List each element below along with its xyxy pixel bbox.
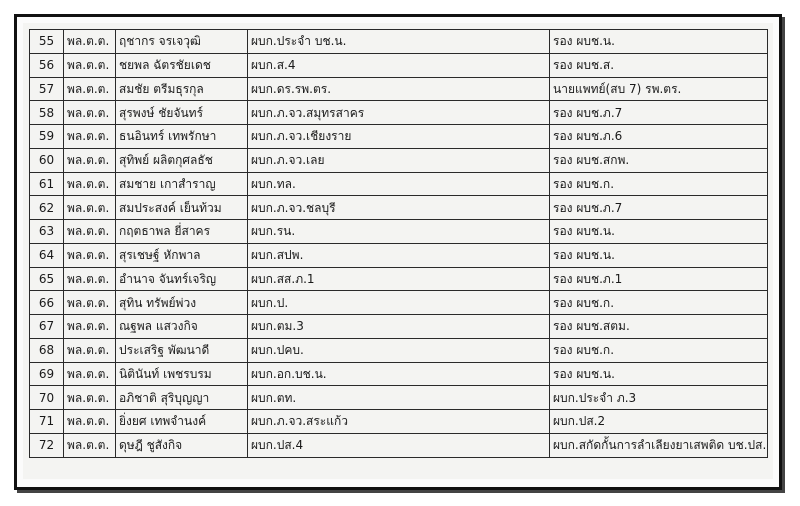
new-position-cell: รอง ผบช.ภ.7 — [550, 101, 768, 125]
current-position-cell: ผบก.ปคบ. — [248, 338, 550, 362]
table-row — [30, 148, 768, 172]
name-cell: สุรเชษฐ์ หักพาล — [116, 243, 248, 267]
rank-cell: พล.ต.ต. — [64, 362, 116, 386]
name-cell: สุทิพย์ ผลิตกุศลธัช — [116, 148, 248, 172]
name-cell: ดุษฎี ชูสังกิจ — [116, 433, 248, 457]
row-number: 66 — [30, 291, 64, 315]
name-cell: สุทิน ทรัพย์พ่วง — [116, 291, 248, 315]
table-row — [30, 267, 768, 291]
current-position-cell: ผบก.ประจำ บช.น. — [248, 30, 550, 54]
new-position-cell: รอง ผบช.น. — [550, 220, 768, 244]
current-position-cell: ผบก.ตม.3 — [248, 315, 550, 339]
current-position-cell: ผบก.ปส.4 — [248, 433, 550, 457]
rank-cell: พล.ต.ต. — [64, 243, 116, 267]
new-position-cell: รอง ผบช.ภ.7 — [550, 196, 768, 220]
name-cell: สมประสงค์ เย็นท้วม — [116, 196, 248, 220]
current-position-cell: ผบก.ดร.รพ.ตร. — [248, 77, 550, 101]
table-row — [30, 338, 768, 362]
current-position-cell: ผบก.อก.บช.น. — [248, 362, 550, 386]
current-position-cell: ผบก.สปพ. — [248, 243, 550, 267]
table-row — [30, 433, 768, 457]
new-position-cell: รอง ผบช.ก. — [550, 172, 768, 196]
table-row — [30, 77, 768, 101]
document-sheet — [23, 23, 773, 479]
row-number: 55 — [30, 30, 64, 54]
table-row — [30, 291, 768, 315]
row-number: 60 — [30, 148, 64, 172]
new-position-cell: ผบก.ประจำ ภ.3 — [550, 386, 768, 410]
name-cell: ธนอินทร์ เทพรักษา — [116, 125, 248, 149]
name-cell: อำนาจ จันทร์เจริญ — [116, 267, 248, 291]
row-number: 59 — [30, 125, 64, 149]
rank-cell: พล.ต.ต. — [64, 101, 116, 125]
table-row — [30, 101, 768, 125]
name-cell: ประเสริฐ พัฒนาดี — [116, 338, 248, 362]
new-position-cell: ผบก.สกัดกั้นการลำเลียงยาเสพติด บช.ปส. — [550, 433, 768, 457]
new-position-cell: ผบก.ปส.2 — [550, 410, 768, 434]
table-row — [30, 243, 768, 267]
name-cell: สมชาย เกาสำราญ — [116, 172, 248, 196]
row-number: 72 — [30, 433, 64, 457]
new-position-cell: รอง ผบช.น. — [550, 243, 768, 267]
appointment-table-body — [30, 30, 768, 458]
document-frame — [14, 14, 782, 490]
name-cell: ฤชากร จรเจวุฒิ — [116, 30, 248, 54]
rank-cell: พล.ต.ต. — [64, 53, 116, 77]
row-number: 68 — [30, 338, 64, 362]
row-number: 65 — [30, 267, 64, 291]
name-cell: ณฐพล แสวงกิจ — [116, 315, 248, 339]
current-position-cell: ผบก.ภ.จว.สมุทรสาคร — [248, 101, 550, 125]
rank-cell: พล.ต.ต. — [64, 338, 116, 362]
row-number: 69 — [30, 362, 64, 386]
current-position-cell: ผบก.ส.4 — [248, 53, 550, 77]
row-number: 67 — [30, 315, 64, 339]
table-row — [30, 386, 768, 410]
row-number: 63 — [30, 220, 64, 244]
rank-cell: พล.ต.ต. — [64, 30, 116, 54]
rank-cell: พล.ต.ต. — [64, 196, 116, 220]
new-position-cell: นายแพทย์(สบ 7) รพ.ตร. — [550, 77, 768, 101]
rank-cell: พล.ต.ต. — [64, 410, 116, 434]
row-number: 57 — [30, 77, 64, 101]
rank-cell: พล.ต.ต. — [64, 433, 116, 457]
rank-cell: พล.ต.ต. — [64, 291, 116, 315]
new-position-cell: รอง ผบช.สกพ. — [550, 148, 768, 172]
table-row — [30, 172, 768, 196]
name-cell: ชยพล ฉัตรชัยเดช — [116, 53, 248, 77]
current-position-cell: ผบก.ภ.จว.เชียงราย — [248, 125, 550, 149]
name-cell: อภิชาติ สุริบุญญา — [116, 386, 248, 410]
table-row — [30, 196, 768, 220]
current-position-cell: ผบก.ภ.จว.สระแก้ว — [248, 410, 550, 434]
new-position-cell: รอง ผบช.ก. — [550, 338, 768, 362]
new-position-cell: รอง ผบช.น. — [550, 30, 768, 54]
current-position-cell: ผบก.ภ.จว.ชลบุรี — [248, 196, 550, 220]
row-number: 58 — [30, 101, 64, 125]
name-cell: ยิ่งยศ เทพจำนงค์ — [116, 410, 248, 434]
row-number: 61 — [30, 172, 64, 196]
new-position-cell: รอง ผบช.ส. — [550, 53, 768, 77]
rank-cell: พล.ต.ต. — [64, 386, 116, 410]
current-position-cell: ผบก.ภ.จว.เลย — [248, 148, 550, 172]
rank-cell: พล.ต.ต. — [64, 315, 116, 339]
name-cell: สมชัย ตรีมธุรกุล — [116, 77, 248, 101]
table-row — [30, 410, 768, 434]
name-cell: กฤตธาพล ยี่สาคร — [116, 220, 248, 244]
name-cell: สุรพงษ์ ชัยจันทร์ — [116, 101, 248, 125]
new-position-cell: รอง ผบช.สตม. — [550, 315, 768, 339]
new-position-cell: รอง ผบช.ก. — [550, 291, 768, 315]
table-row — [30, 53, 768, 77]
current-position-cell: ผบก.ตท. — [248, 386, 550, 410]
current-position-cell: ผบก.ป. — [248, 291, 550, 315]
table-row — [30, 30, 768, 54]
rank-cell: พล.ต.ต. — [64, 172, 116, 196]
row-number: 56 — [30, 53, 64, 77]
table-row — [30, 362, 768, 386]
new-position-cell: รอง ผบช.ภ.6 — [550, 125, 768, 149]
row-number: 71 — [30, 410, 64, 434]
rank-cell: พล.ต.ต. — [64, 267, 116, 291]
rank-cell: พล.ต.ต. — [64, 148, 116, 172]
row-number: 62 — [30, 196, 64, 220]
current-position-cell: ผบก.สส.ภ.1 — [248, 267, 550, 291]
rank-cell: พล.ต.ต. — [64, 77, 116, 101]
new-position-cell: รอง ผบช.ภ.1 — [550, 267, 768, 291]
rank-cell: พล.ต.ต. — [64, 220, 116, 244]
name-cell: นิตินันท์ เพชรบรม — [116, 362, 248, 386]
rank-cell: พล.ต.ต. — [64, 125, 116, 149]
table-row — [30, 220, 768, 244]
table-row — [30, 125, 768, 149]
appointment-table — [29, 29, 768, 458]
row-number: 64 — [30, 243, 64, 267]
table-row — [30, 315, 768, 339]
new-position-cell: รอง ผบช.น. — [550, 362, 768, 386]
row-number: 70 — [30, 386, 64, 410]
current-position-cell: ผบก.ทล. — [248, 172, 550, 196]
current-position-cell: ผบก.รน. — [248, 220, 550, 244]
